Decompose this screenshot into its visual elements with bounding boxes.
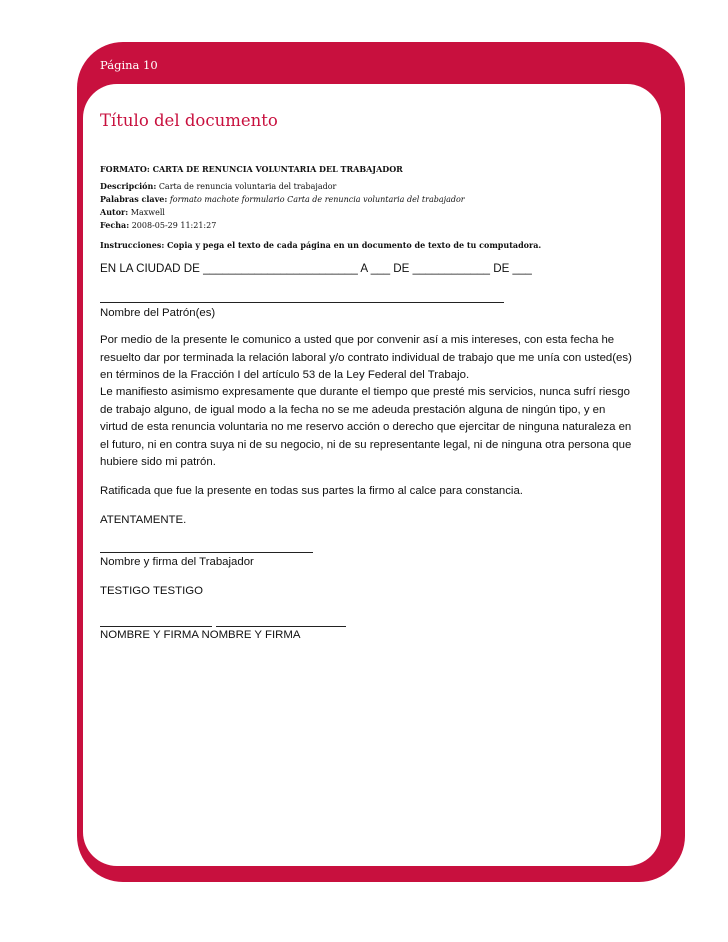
keywords-row	[100, 194, 465, 204]
author-value: Maxwell	[130, 208, 165, 217]
keywords-label: Palabras clave:	[100, 194, 168, 204]
instructions: Instrucciones: Copia y pega el texto de cada página en un documento de texto de tu computadora.	[100, 240, 542, 250]
paragraph-declaration: Le manifiesto asimismo expresamente que durante el tiempo que presté mis servicios, nunca sufrí riesgo de trabajo alguno, de igual modo a la fecha no se me adeuda prestación alguna de ningún tipo, y en virtud de esta renuncia voluntaria no me reservo acción o derecho que ejercitar de ninguna naturaleza en el futuro, ni en contra suya ni de su negocio, ni de su representante legal, ni de ninguna otra persona que hubiere sido mi patrón.	[100, 386, 632, 468]
document-title: Título del documento	[100, 111, 278, 130]
keywords-value: formato machote formulario Carta de renuncia voluntaria del trabajador	[169, 195, 465, 204]
employer-signature-line	[100, 302, 504, 303]
page-number: Página 10	[100, 58, 158, 72]
paragraph-ratification: Ratificada que fue la presente en todas sus partes la firmo al calce para constancia.	[100, 485, 523, 497]
author-label: Autor:	[100, 207, 129, 217]
witnesses-signature-label: NOMBRE Y FIRMA NOMBRE Y FIRMA	[100, 629, 301, 641]
worker-signature-label: Nombre y firma del Trabajador	[100, 556, 254, 568]
description-value: Carta de renuncia voluntaria del trabajador	[158, 182, 337, 191]
employer-label: Nombre del Patrón(es)	[100, 307, 216, 319]
witness1-signature-line	[100, 626, 212, 627]
paragraph-resignation: Por medio de la presente le comunico a usted que por convenir así a mis intereses, con esta fecha he resuelto dar por terminada la relación laboral y/o contrato individual de trabajo que me unía con usted(es) en términos de la Fracción I del artículo 53 de la Ley Federal del Trabajo.	[100, 334, 632, 381]
description-label: Descripción:	[100, 181, 157, 191]
description-row	[100, 181, 336, 191]
date-label: Fecha:	[100, 220, 130, 230]
witness2-signature-line	[216, 626, 346, 627]
closing: ATENTAMENTE.	[100, 514, 187, 526]
worker-signature-line	[100, 552, 313, 553]
city-line: EN LA CIUDAD DE ________________________ A ___ DE ____________ DE ___	[100, 262, 532, 275]
date-value: 2008-05-29 11:21:27	[131, 221, 217, 230]
date-row	[100, 220, 216, 230]
format-line: FORMATO: CARTA DE RENUNCIA VOLUNTARIA DEL TRABAJADOR	[100, 164, 403, 174]
witnesses-heading: TESTIGO TESTIGO	[100, 585, 203, 597]
author-row	[100, 207, 165, 217]
